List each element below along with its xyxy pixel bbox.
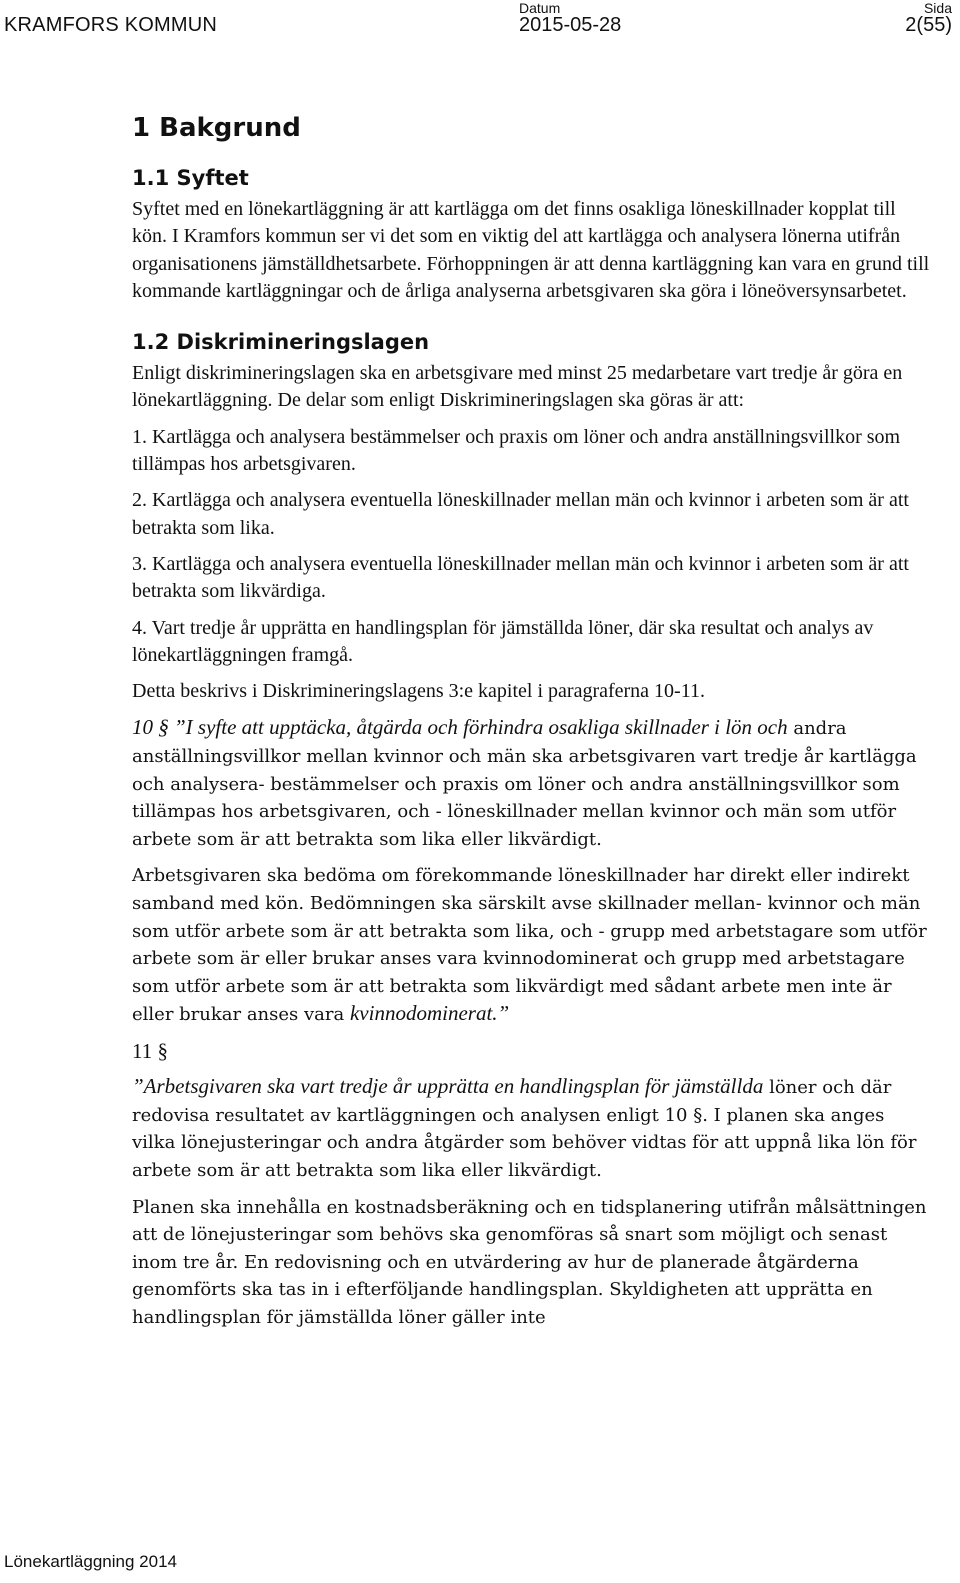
header-page-label: Sida [923, 0, 952, 16]
paragraph-10-continued-italic: kvinnodominerat.” [349, 1001, 510, 1026]
paragraph-11-text: löner och där redovisa resultatet av kartläggningen och analysen enligt 10 §. I planen ska anges vilka lönejusteringar och andra åtgärder som behöver vidtas för att uppnå lika lön för arbete som är att betrakta som lika eller likvärdigt. [132, 1077, 917, 1182]
diskrimineringslagen-intro: Enligt diskrimineringslagen ska en arbetsgivare med minst 25 medarbetare vart tredje år göra en lönekartläggning. De delar som enligt Diskrimineringslagen ska göras är att: [132, 362, 903, 412]
paragraph-10-text: andra anställningsvillkor mellan kvinnor och män ska arbetsgivaren vart tredje år kartlägga och analysera- bestämmelser och praxis om löner och andra anställningsvillkor som tillämpas hos arbetsgivaren, och - löneskillnader mellan kvinnor och män som utför arbete som är att betrakta som lika eller likvärdigt. [132, 718, 917, 850]
header-page-number: 2(55) [905, 14, 952, 36]
paragraph-11-label: 11 § [132, 1038, 168, 1063]
paragraph-10-quote [132, 714, 932, 853]
list-item: 2. Kartlägga och analysera eventuella löneskillnader mellan män och kvinnor i arbeten som är att betrakta som lika. [132, 489, 909, 539]
paragraph-10-italic: 10 § ”I syfte att upptäcka, åtgärda och förhindra osakliga skillnader i lön och [132, 715, 788, 740]
chapter-heading: 1 Bakgrund [132, 113, 301, 143]
paragraph-10-continued-text: Arbetsgivaren ska bedöma om förekommande löneskillnader har direkt eller indirekt samband med kön. Bedömningen ska särskilt avse skillnader mellan- kvinnor och män som utför arbete som är att betrakta som lika, och - grupp med arbetstagare som utför arbete som är eller brukar anses vara kvinnodominerat och grupp med arbetstagare som utför arbete som är att betrakta som likvärdigt med sådant arbete men inte är eller brukar anses vara [132, 865, 927, 1026]
section-heading-syftet: 1.1 Syftet [132, 166, 249, 190]
section-heading-diskrimineringslagen: 1.2 Diskrimineringslagen [132, 330, 430, 355]
paragraph-10-continued [132, 862, 932, 1029]
page-footer: Lönekartläggning 2014 [4, 1552, 177, 1571]
reference-paragraph: Detta beskrivs i Diskrimineringslagens 3:e kapitel i paragraferna 10-11. [132, 680, 705, 703]
list-item: 3. Kartlägga och analysera eventuella löneskillnader mellan män och kvinnor i arbeten som är att betrakta som likvärdiga. [132, 552, 909, 603]
paragraph-11-continued: Planen ska innehålla en kostnadsberäkning och en tidsplanering utifrån målsättningen att de lönejusteringar som behövs ska genomföras så snart som möjligt och senast inom tre år. En redovisning och en utvärdering av hur de planerade åtgärderna genomförts ska tas in i efterföljande handlingsplan. Skyldigheten att upprätta en handlingsplan för jämställda löner gäller inte [132, 1196, 927, 1329]
paragraph-11-italic: ”Arbetsgivaren ska vart tredje år upprätta en handlingsplan för jämställda [132, 1074, 764, 1099]
header-organization: KRAMFORS KOMMUN [4, 14, 217, 36]
list-item: 1. Kartlägga och analysera bestämmelser och praxis om löner och andra anställningsvillkor som tillämpas hos arbetsgivaren. [132, 425, 901, 476]
header-date: 2015-05-28 [519, 14, 622, 36]
list-item: 4. Vart tredje år upprätta en handlingsplan för jämställda löner, där ska resultat och analys av lönekartläggningen framgå. [132, 616, 874, 666]
paragraph-11-quote [132, 1073, 932, 1184]
syftet-paragraph: Syftet med en lönekartläggning är att kartlägga om det finns osakliga löneskillnader kopplat till kön. I Kramfors kommun ser vi det som en viktig del att kartlägga och analysera lönerna utifrån organisationens jämställdhetsarbete. Förhoppningen är att denna kartläggning kan vara en grund till kommande kartläggningar och de årliga analyserna arbetsgivaren ska göra i löneöversynsarbetet. [132, 198, 930, 302]
header-date-label: Datum [519, 0, 561, 16]
document-body [132, 110, 932, 1341]
